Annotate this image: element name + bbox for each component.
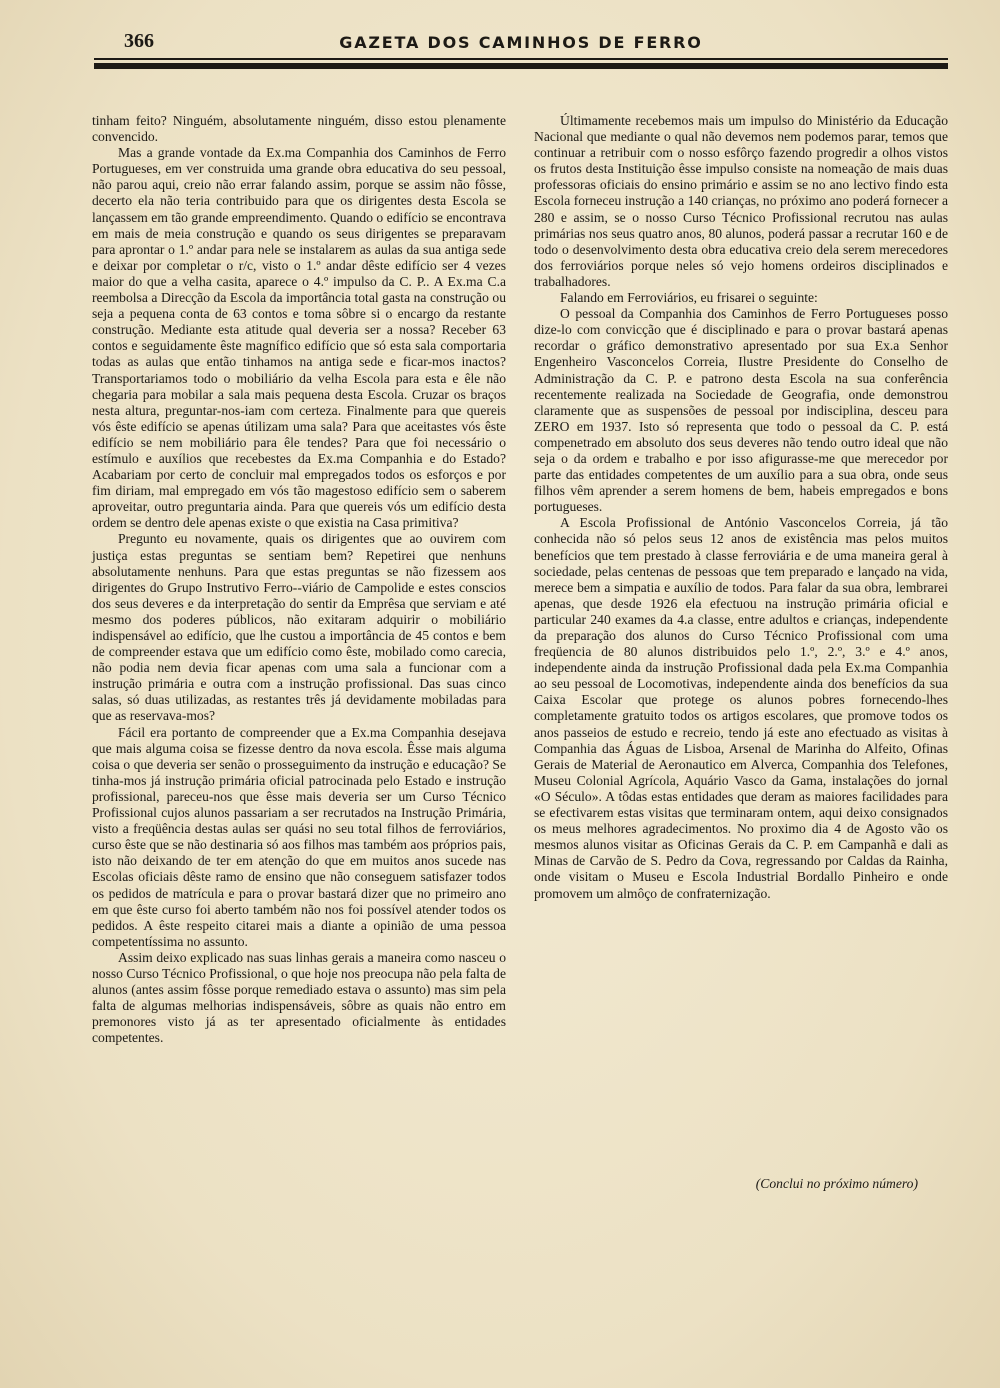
left-paragraph-3: Pregunto eu novamente, quais os dirigentes que ao ouvirem com justiça estas preguntas se sentiam bem? Repetirei que nenhuns absolutamente nenhuns. Para que estas preguntas se não fizessem aos dirigentes do Grupo Instrutivo Ferro--viário de Campolide e estes conscios dos seus deveres e da interpretação do sentir da Emprêsa que serviam e até mesmo dos poderes públicos, não exitaram adquirir o mobiliário indispensável ao edifício, que lhe custou a importância de 45 contos e bem de compreender estava que um edifício como êste, mobilado como carecia, não podia nem devia ficar apenas com uma sala a funcionar com a instrução primária e outra com a instrução profissional. Das suas cinco salas, só duas utilizadas, as restantes três já devidamente mobiladas para que as reservava-mos?: [92, 531, 506, 724]
right-paragraph-4: A Escola Profissional de António Vasconcelos Correia, já tão conhecida não só pelos seus 12 anos de existência mas pelos muitos benefícios que tem prestado à classe ferroviária e de uma maneira geral à sociedade, pelas centenas de pessoas que tem preparado e lançado na vida, merece bem a simpatia e auxílio de todos. Para falar da sua obra, lembrarei apenas, que desde 1926 ela efectuou na instrução primária oficial e particular 240 exames da 4.a classe, entre adultos e crianças, independente da preparação dos alunos do Curso Técnico Profissional com uma freqüencia de 80 alunos distribuidos pelo 1.º, 2.º, 3.º e 4.º anos, independente ainda da instrução Profissional dada pela Ex.ma Companhia ao seu pessoal de Locomotivas, independente ainda dos benefícios da sua Caixa Escolar que protege os alunos pobres fornecendo-lhes completamente gratuito todos os artigos escolares, que promove todos os anos passeios de estudo e recreio, tendo já este ano efectuado as visitas à Companhia das Águas de Lisboa, Arsenal de Marinha do Alfeito, Ofinas Gerais de Material de Aeronautico em Alverca, Companhia dos Telefones, Museu Colonial Agrícola, Aquário Vasco da Gama, instalações do jornal «O Século». A tôdas estas entidades que deram as maiores facilidades para se efectivarem estas visitas que terminaram ontem, aqui deixo consignados os meus melhores agradecimentos. No proximo dia 4 de Agosto vão os mesmos alunos visitar as Oficinas Gerais da C. P. em Campanhã e dali as Minas de Carvão de S. Pedro da Cova, regressando por Caldas da Rainha, onde visitam o Museu e Escola Industrial Bordallo Pinheiro e onde promovem um almôço de confraternização.: [534, 515, 948, 901]
journal-title: GAZETA DOS CAMINHOS DE FERRO: [339, 33, 703, 52]
header-rule-thin: [94, 58, 948, 60]
continuation-note: (Conclui no próximo número): [755, 1176, 918, 1191]
left-paragraph-1: tinham feito? Ninguém, absolutamente ninguém, disso estou plenamente convencido.: [92, 113, 506, 145]
right-paragraph-3: O pessoal da Companhia dos Caminhos de Ferro Portugueses posso dize-lo com convicção que é disciplinado e para o provar bastará apenas recordar o gráfico demonstrativo apresentado por sua Ex.a Senhor Engenheiro Vasconcelos Correia, Ilustre Presidente do Conselho de Administração da C. P. e patrono desta Escola na sua conferência recentemente realizada na Sociedade de Geografia, onde demonstrou claramente que as suspensões de pessoal por indisciplina, desceu para ZERO em 1937. Isto só representa que todo o pessoal da C. P. está compenetrado em absoluto dos seus deveres não tendo outro ideal que não seja o da ordem e trabalho e por isso afigurasse-me que merecedor por parte das entidades competentes de um auxílio para a sua obra, onde seus filhos vêm aprender a serem homens de bem, habeis empregados e bons portugueses.: [534, 306, 948, 515]
left-column: [92, 113, 506, 1046]
page-header: [94, 30, 948, 58]
right-column: [534, 113, 948, 902]
left-paragraph-2: Mas a grande vontade da Ex.ma Companhia dos Caminhos de Ferro Portugueses, em ver construida uma grande obra educativa do seu pessoal, não parou aqui, creio não errar falando assim, porque se assim não fôsse, decerto ela não teria contribuido para que os dirigentes desta Escola se lançassem em tão grande empreendimento. Quando o edifício se encontrava em mais de meia construção e quando os seus dirigentes se preparavam para aprontar o 1.º andar para nele se instalarem as aulas da sua antiga sede e deixar por completar o r/c, visto o 1.º andar dêste edifício ser 4 vezes maior do que a velha casita, aparece o 4.º impulso da C. P.. A Ex.ma C.a reembolsa a Direcção da Escola da importância total gasta na construção ou seja a pequena conta de 63 contos e toma sôbre si o encargo da restante construção. Mediante esta atitude qual deveria ser a nossa? Receber 63 contos e seguidamente êste magnífico edifício que só esta sala comportaria todas as aulas que então tinhamos na antiga sede e ficar-mos inactos? Transportariamos todo o mobiliário da velha Escola para esta e êle não chegaria para mobilar a sala mais pequena desta Escola. Cruzar os braços nesta altura, preguntar-nos-iam com certeza. Finalmente para que quereis vós êste edifício se apenas útilizam uma sala? Para que aceitastes vós êste edifício se nem mobiliário para êle tendes? Para que foi necessário o estímulo e auxílios que recebestes da Ex.ma Companhia e do Estado? Acabariam por certo de concluir mal empregados todos os esforços e por fim diriam, mal empregado em vós tão magestoso edifício sem o saberem aproveitar, outro preguntaria ainda. Para que quereis vós um edifício desta ordem se dentro dele apenas existe o que existia na Casa primitiva?: [92, 145, 506, 531]
left-paragraph-4: Fácil era portanto de compreender que a Ex.ma Companhia desejava que mais alguma coisa se fizesse dentro da nova escola. Êsse mais alguma coisa o que deveria ser senão o prosseguimento da instrução e educação? Se tinha-mos já instrução primária oficial patrocinada pelo Estado e instrução profissional, pareceu-nos que êsse mais deveria ser um Curso Técnico Profissional cujos alunos passariam a ser recrutados na Instrução Primária, visto a freqüência destas aulas ser quási no seu total filhos de ferroviários, curso êste que se não destinaria só aos filhos mas também aos próprios pais, isto não deixando de ter em atenção do que em muitos anos sucede nas Escolas oficiais dêste ramo de ensino que não conseguem satisfazer todos os pedidos de matrícula e para o provar bastará dizer que no primeiro ano em que êste curso foi aberto também não nos foi possível atender todos os pedidos. A êste respeito citarei mais a diante a opinião de uma pessoa competentíssima no assunto.: [92, 724, 506, 949]
page-number: 366: [124, 30, 154, 52]
header-rule: [94, 58, 948, 72]
right-paragraph-2: Falando em Ferroviários, eu frisarei o seguinte:: [560, 290, 818, 306]
right-paragraph-1: Últimamente recebemos mais um impulso do Ministério da Educação Nacional que mediante o qual não devemos nem podemos parar, temos que continuar a retribuir com o nosso esfôrço fazendo progredir a olhos vistos os frutos desta Instituição êsse impulso consiste na nomeação de mais duas professoras oficiais do ensino primário e assim se no ano lectivo findo esta Escola forneceu instrução a 140 crianças, no próximo ano poderá fornecer a 280 e assim, se o nosso Curso Técnico Profissional recrutou nas aulas primárias nos seus quatro anos, 80 alunos, poderá passar a recrutar 160 e de todo o desenvolvimento desta obra educativa creio dela serem merecedores dos ferroviários porque neles só vejo homens ordeiros disciplinados e trabalhadores.: [534, 113, 948, 289]
left-paragraph-5: Assim deixo explicado nas suas linhas gerais a maneira como nasceu o nosso Curso Técnico Profissional, o que hoje nos preocupa não pela falta de alunos (antes assim fôsse porque remediado estava o assunto) mas sim pela falta de algumas melhorias indispensáveis, sôbre as quais não entro em premonores visto já as ter apresentado oficialmente às entidades competentes.: [92, 949, 506, 1046]
header-rule-thick: [94, 63, 948, 69]
